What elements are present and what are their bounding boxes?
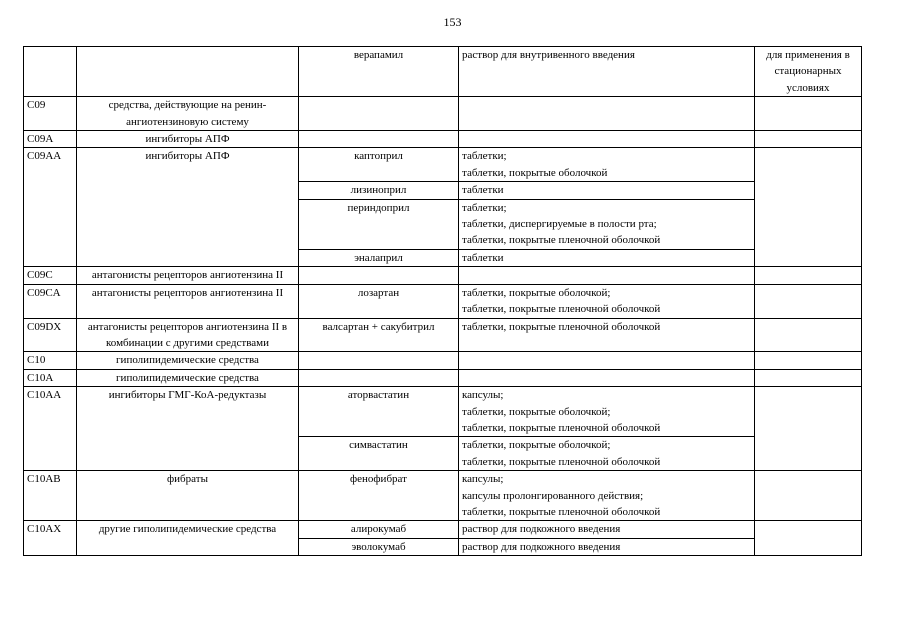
table-row <box>24 352 862 369</box>
dosage-form-line: таблетки, диспергируемые в полости рта; <box>462 218 657 231</box>
page-number: 153 <box>443 15 462 29</box>
dosage-form-cell <box>459 352 755 369</box>
group-cell: ингибиторы АПФ <box>77 148 299 267</box>
drug-name-cell: верапамил <box>299 47 459 97</box>
drug-name-cell <box>299 131 459 148</box>
dosage-form-cell <box>459 97 755 131</box>
drug-name-cell <box>299 267 459 284</box>
table-row <box>24 97 862 131</box>
group-cell: антагонисты рецепторов ангиотензина II <box>77 284 299 318</box>
group-cell: гиполипидемические средства <box>77 352 299 369</box>
atc-code-cell: C09DX <box>24 318 77 352</box>
table-row <box>24 521 862 538</box>
atc-code-cell: C10AA <box>24 387 77 471</box>
dosage-form-line: таблетки, покрытые оболочкой <box>462 166 608 179</box>
atc-code-cell: C10AB <box>24 471 77 521</box>
dosage-form-cell <box>459 521 755 538</box>
note-cell <box>755 267 862 284</box>
dosage-form-line: таблетки, покрытые пленочной оболочкой <box>462 303 661 316</box>
drug-name-cell <box>299 369 459 386</box>
dosage-form-cell <box>459 318 755 352</box>
table-row <box>24 471 862 521</box>
note-cell <box>755 318 862 352</box>
group-cell: средства, действующие на ренин-ангиотензиновую систему <box>77 97 299 131</box>
atc-code-cell: C09 <box>24 97 77 131</box>
dosage-form-line: таблетки, покрытые оболочкой; <box>462 439 611 452</box>
drug-name-cell: лизиноприл <box>299 182 459 199</box>
drug-name-cell: периндоприл <box>299 199 459 249</box>
dosage-form-cell <box>459 437 755 471</box>
dosage-form-cell <box>459 182 755 199</box>
atc-code-cell: C10A <box>24 369 77 386</box>
group-cell: антагонисты рецепторов ангиотензина II <box>77 267 299 284</box>
table-row <box>24 284 862 318</box>
table-row <box>24 148 862 182</box>
note-cell <box>755 97 862 131</box>
dosage-form-line: капсулы; <box>462 389 504 402</box>
group-cell <box>77 47 299 97</box>
dosage-form-line: капсулы пролонгированного действия; <box>462 489 644 502</box>
table-row <box>24 47 862 97</box>
drug-name-cell <box>299 352 459 369</box>
group-cell: антагонисты рецепторов ангиотензина II в комбинации с другими средствами <box>77 318 299 352</box>
dosage-form-cell <box>459 387 755 437</box>
drug-table <box>23 46 862 556</box>
dosage-form-line: таблетки, покрытые пленочной оболочкой <box>462 505 661 518</box>
dosage-form-line: таблетки <box>462 184 504 197</box>
dosage-form-cell <box>459 131 755 148</box>
atc-code-cell: C10 <box>24 352 77 369</box>
group-cell: фибраты <box>77 471 299 521</box>
atc-code-cell: C09A <box>24 131 77 148</box>
group-cell: ингибиторы ГМГ-КоА-редуктазы <box>77 387 299 471</box>
dosage-form-cell <box>459 47 755 97</box>
note-cell <box>755 352 862 369</box>
note-cell: для применения в стационарных условиях <box>755 47 862 97</box>
note-cell <box>755 387 862 471</box>
dosage-form-cell <box>459 148 755 182</box>
dosage-form-cell <box>459 538 755 555</box>
dosage-form-line: капсулы; <box>462 473 504 486</box>
dosage-form-line: таблетки, покрытые пленочной оболочкой <box>462 320 661 333</box>
drug-name-cell: аторвастатин <box>299 387 459 437</box>
dosage-form-line: раствор для внутривенного введения <box>462 49 635 61</box>
table-row <box>24 318 862 352</box>
note-cell <box>755 369 862 386</box>
dosage-form-cell <box>459 369 755 386</box>
drug-name-cell: лозартан <box>299 284 459 318</box>
table-row <box>24 387 862 437</box>
dosage-form-line: раствор для подкожного введения <box>462 523 621 536</box>
note-cell <box>755 284 862 318</box>
dosage-form-line: раствор для подкожного введения <box>462 540 621 553</box>
note-cell <box>755 521 862 556</box>
drug-name-cell: симвастатин <box>299 437 459 471</box>
dosage-form-cell <box>459 199 755 249</box>
note-cell <box>755 131 862 148</box>
dosage-form-line: таблетки, покрытые пленочной оболочкой <box>462 421 661 434</box>
group-cell: гиполипидемические средства <box>77 369 299 386</box>
dosage-form-line: таблетки <box>462 251 504 264</box>
dosage-form-cell <box>459 267 755 284</box>
drug-name-cell <box>299 97 459 131</box>
dosage-form-cell <box>459 471 755 521</box>
dosage-form-cell <box>459 249 755 266</box>
atc-code-cell: C09CA <box>24 284 77 318</box>
atc-code-cell: C09AA <box>24 148 77 267</box>
drug-name-cell: каптоприл <box>299 148 459 182</box>
dosage-form-line: таблетки; <box>462 150 507 163</box>
dosage-form-line: таблетки; <box>462 201 507 214</box>
drug-name-cell: алирокумаб <box>299 521 459 538</box>
atc-code-cell: C10AX <box>24 521 77 556</box>
note-cell <box>755 148 862 267</box>
dosage-form-line: таблетки, покрытые пленочной оболочкой <box>462 234 661 247</box>
drug-name-cell: эналаприл <box>299 249 459 266</box>
group-cell: другие гиполипидемические средства <box>77 521 299 556</box>
drug-name-cell: фенофибрат <box>299 471 459 521</box>
dosage-form-line: таблетки, покрытые пленочной оболочкой <box>462 455 661 468</box>
atc-code-cell <box>24 47 77 97</box>
dosage-form-line: таблетки, покрытые оболочкой; <box>462 405 611 418</box>
drug-name-cell: валсартан + сакубитрил <box>299 318 459 352</box>
group-cell: ингибиторы АПФ <box>77 131 299 148</box>
table-row <box>24 267 862 284</box>
dosage-form-line: таблетки, покрытые оболочкой; <box>462 286 611 299</box>
table-row <box>24 131 862 148</box>
drug-name-cell: эволокумаб <box>299 538 459 555</box>
dosage-form-cell <box>459 284 755 318</box>
table-row <box>24 369 862 386</box>
atc-code-cell: C09C <box>24 267 77 284</box>
note-cell <box>755 471 862 521</box>
